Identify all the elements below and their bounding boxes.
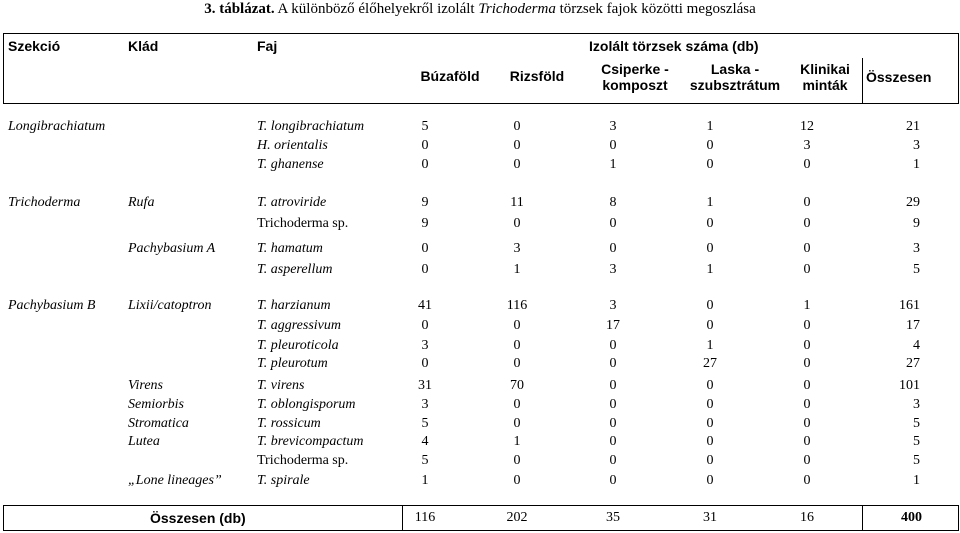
row-faj: T. longibrachiatum — [257, 119, 365, 134]
header-col-csiperke — [585, 61, 685, 93]
row-value: 9 — [421, 216, 429, 231]
row-value: 0 — [803, 157, 811, 172]
row-value: 0 — [803, 453, 811, 468]
row-faj: T. harzianum — [257, 298, 331, 313]
row-total: 29 — [906, 195, 920, 210]
row-total: 1 — [913, 157, 920, 172]
row-total: 5 — [913, 262, 920, 277]
row-szekcio: Longibrachiatum — [8, 119, 106, 134]
row-value: 1 — [513, 262, 521, 277]
header-szekcio: Szekció — [8, 38, 61, 54]
row-value: 0 — [803, 262, 811, 277]
row-value: 1 — [609, 157, 617, 172]
header-col-laska-line1: Laska - — [710, 61, 760, 77]
header-col-osszesen: Összesen — [866, 69, 932, 85]
row-faj: T. pleuroticola — [257, 338, 339, 353]
header-col-klinikai-line1: Klinikai — [800, 61, 850, 77]
header-col-klinikai-line2: minták — [802, 77, 848, 93]
footer-value: 35 — [606, 510, 620, 525]
row-value: 27 — [703, 356, 717, 371]
row-total: 101 — [899, 378, 920, 393]
row-value: 0 — [513, 138, 521, 153]
caption-number: 3. táblázat. — [204, 1, 275, 17]
row-value: 70 — [510, 378, 524, 393]
row-value: 0 — [513, 416, 521, 431]
row-value: 0 — [513, 397, 521, 412]
row-value: 0 — [803, 473, 811, 488]
row-value: 3 — [421, 338, 429, 353]
row-value: 0 — [421, 356, 429, 371]
row-value: 17 — [606, 318, 620, 333]
row-value: 0 — [609, 338, 617, 353]
header-col-rizsfold: Rizsföld — [509, 68, 565, 84]
row-value: 0 — [706, 473, 714, 488]
row-value: 1 — [706, 195, 714, 210]
row-value: 0 — [513, 157, 521, 172]
row-value: 9 — [421, 195, 429, 210]
footer-divider-1 — [402, 505, 403, 531]
header-col-csiperke-line1: Csiperke - — [601, 61, 669, 77]
footer-value: 116 — [414, 510, 436, 525]
row-total: 27 — [906, 356, 920, 371]
row-value: 1 — [803, 298, 811, 313]
row-value: 0 — [706, 138, 714, 153]
row-value: 0 — [706, 378, 714, 393]
row-klad: Virens — [128, 378, 163, 393]
row-value: 0 — [513, 473, 521, 488]
row-szekcio: Trichoderma — [8, 195, 81, 210]
row-faj: H. orientalis — [257, 138, 328, 153]
row-value: 0 — [421, 241, 429, 256]
row-value: 0 — [609, 397, 617, 412]
row-klad: Rufa — [128, 195, 155, 210]
row-value: 11 — [510, 195, 524, 210]
footer-divider-2 — [862, 505, 863, 531]
row-value: 0 — [706, 416, 714, 431]
row-value: 0 — [513, 216, 521, 231]
row-faj: T. hamatum — [257, 241, 323, 256]
footer-value: 202 — [506, 510, 528, 525]
row-value: 0 — [706, 318, 714, 333]
row-value: 0 — [609, 416, 617, 431]
row-value: 0 — [609, 473, 617, 488]
row-value: 5 — [421, 453, 429, 468]
row-value: 0 — [513, 453, 521, 468]
row-value: 0 — [421, 262, 429, 277]
row-value: 3 — [421, 397, 429, 412]
row-total: 3 — [913, 138, 920, 153]
row-faj: T. virens — [257, 378, 305, 393]
row-faj: T. oblongisporum — [257, 397, 356, 412]
row-klad: Lixii/catoptron — [128, 298, 212, 313]
row-value: 0 — [513, 338, 521, 353]
row-value: 1 — [513, 434, 521, 449]
row-value: 0 — [803, 356, 811, 371]
row-value: 0 — [609, 356, 617, 371]
row-value: 41 — [418, 298, 432, 313]
row-value: 31 — [418, 378, 432, 393]
row-value: 0 — [803, 378, 811, 393]
row-faj: T. asperellum — [257, 262, 333, 277]
row-value: 0 — [706, 434, 714, 449]
row-value: 0 — [609, 434, 617, 449]
row-total: 5 — [913, 434, 920, 449]
row-faj: Trichoderma sp. — [257, 453, 349, 468]
row-value: 3 — [803, 138, 811, 153]
row-value: 0 — [513, 356, 521, 371]
row-faj: T. ghanense — [257, 157, 324, 172]
table-caption — [0, 0, 960, 18]
row-klad: Semiorbis — [128, 397, 184, 412]
caption-text: A különböző élőhelyekről izolált — [274, 1, 479, 17]
row-value: 0 — [609, 138, 617, 153]
header-col-buzafold: Búzaföld — [420, 68, 480, 84]
footer-value: 31 — [703, 510, 717, 525]
caption-genus: Trichoderma — [478, 1, 556, 17]
row-total: 5 — [913, 453, 920, 468]
row-value: 0 — [803, 195, 811, 210]
row-total: 3 — [913, 241, 920, 256]
row-value: 3 — [609, 262, 617, 277]
header-col-laska-line2: szubsztrátum — [689, 77, 781, 93]
row-value: 0 — [609, 453, 617, 468]
row-total: 1 — [913, 473, 920, 488]
row-value: 1 — [706, 119, 714, 134]
row-value: 0 — [706, 241, 714, 256]
header-klad: Klád — [128, 38, 159, 54]
row-value: 0 — [421, 157, 429, 172]
row-value: 1 — [706, 338, 714, 353]
row-faj: T. rossicum — [257, 416, 321, 431]
row-value: 0 — [706, 397, 714, 412]
row-total: 17 — [906, 318, 920, 333]
footer-label: Összesen (db) — [150, 510, 246, 526]
row-value: 4 — [421, 434, 429, 449]
row-total: 21 — [906, 119, 920, 134]
row-faj: T. brevicompactum — [257, 434, 364, 449]
row-value: 0 — [803, 434, 811, 449]
row-klad: Pachybasium A — [128, 241, 216, 256]
footer-value: 16 — [800, 510, 814, 525]
row-value: 0 — [803, 397, 811, 412]
row-value: 0 — [609, 378, 617, 393]
row-value: 116 — [506, 298, 528, 313]
row-value: 5 — [421, 416, 429, 431]
row-value: 1 — [706, 262, 714, 277]
row-faj: T. atroviride — [257, 195, 327, 210]
header-col-klinikai — [785, 61, 865, 93]
row-value: 0 — [803, 338, 811, 353]
row-total: 4 — [913, 338, 920, 353]
row-faj: T. pleurotum — [257, 356, 328, 371]
row-value: 1 — [421, 473, 429, 488]
row-total: 161 — [899, 298, 920, 313]
row-value: 0 — [803, 318, 811, 333]
row-value: 5 — [421, 119, 429, 134]
row-value: 0 — [803, 241, 811, 256]
header-col-laska — [680, 61, 790, 93]
row-value: 0 — [706, 157, 714, 172]
row-value: 0 — [706, 298, 714, 313]
row-value: 0 — [609, 241, 617, 256]
row-value: 3 — [609, 119, 617, 134]
row-total: 5 — [913, 416, 920, 431]
row-value: 0 — [706, 453, 714, 468]
row-faj: T. aggressivum — [257, 318, 341, 333]
row-total: 3 — [913, 397, 920, 412]
row-faj: Trichoderma sp. — [257, 216, 349, 231]
header-col-csiperke-line2: komposzt — [602, 77, 668, 93]
row-value: 3 — [609, 298, 617, 313]
header-faj: Faj — [257, 38, 278, 54]
row-value: 0 — [513, 318, 521, 333]
row-value: 0 — [421, 318, 429, 333]
row-faj: T. spirale — [257, 473, 310, 488]
row-value: 0 — [706, 216, 714, 231]
row-value: 0 — [421, 138, 429, 153]
header-group-label: Izolált törzsek száma (db) — [589, 38, 759, 54]
row-total: 9 — [913, 216, 920, 231]
footer-total: 400 — [901, 510, 922, 525]
row-value: 0 — [803, 216, 811, 231]
row-klad: „Lone lineages” — [128, 473, 222, 488]
caption-text-end: törzsek fajok közötti megoszlása — [555, 1, 756, 17]
row-value: 12 — [800, 119, 814, 134]
row-klad: Stromatica — [128, 416, 189, 431]
row-klad: Lutea — [128, 434, 160, 449]
row-value: 3 — [513, 241, 521, 256]
row-value: 8 — [609, 195, 617, 210]
row-value: 0 — [803, 416, 811, 431]
row-value: 0 — [513, 119, 521, 134]
row-value: 0 — [609, 216, 617, 231]
row-szekcio: Pachybasium B — [8, 298, 96, 313]
